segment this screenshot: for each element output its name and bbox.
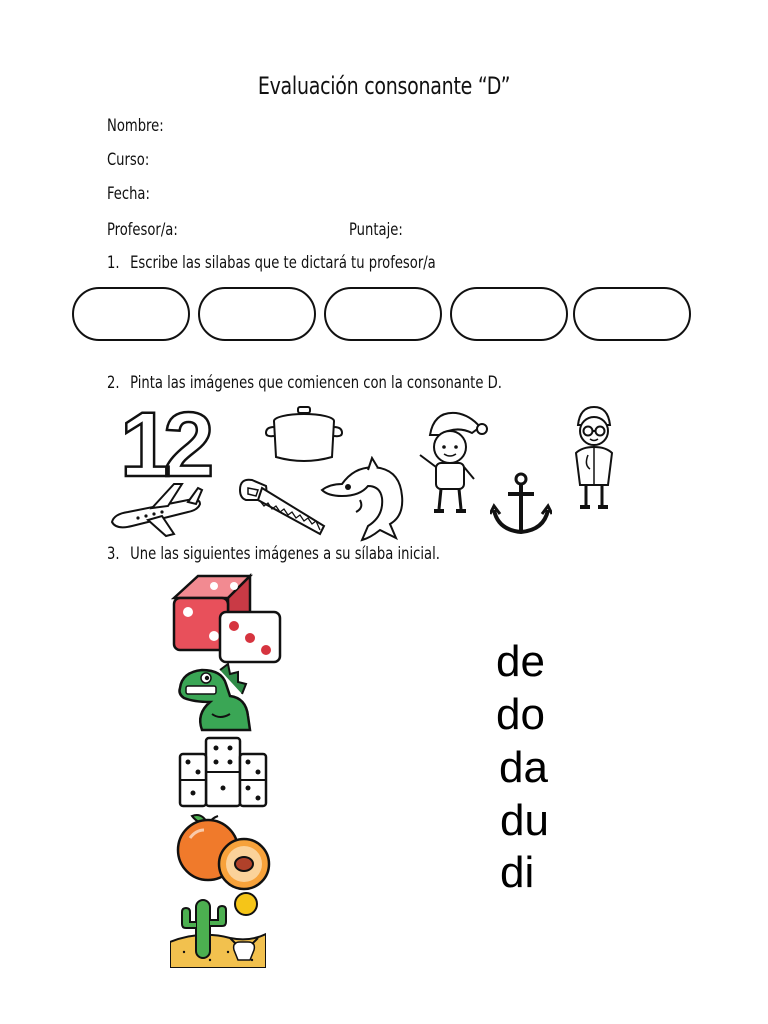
question-2 xyxy=(107,373,502,393)
syllable-do: do xyxy=(496,690,545,739)
question-2-text: Pinta las imágenes que comiencen con la consonante D. xyxy=(130,373,502,393)
question-1-number: 1. xyxy=(107,253,120,273)
elf-image xyxy=(410,405,490,517)
syllable-box-5[interactable] xyxy=(573,287,691,341)
question-3 xyxy=(107,544,440,564)
saw-image xyxy=(236,476,328,538)
dinosaur-image[interactable] xyxy=(176,662,258,732)
syllable-box-3[interactable] xyxy=(324,287,442,341)
question-1-text: Escribe las silabas que te dictará tu profesor/a xyxy=(130,253,436,273)
date-field: Fecha: xyxy=(107,184,150,204)
worksheet-title: Evaluación consonante “D” xyxy=(257,72,511,100)
desert-image[interactable] xyxy=(170,890,266,968)
anchor-image xyxy=(490,472,552,538)
question-1 xyxy=(107,253,436,273)
domino-image[interactable] xyxy=(178,736,268,808)
doctor-image xyxy=(566,405,622,511)
peach-image[interactable] xyxy=(174,810,274,892)
syllable-du: du xyxy=(500,796,549,845)
syllable-box-4[interactable] xyxy=(450,287,568,341)
question-3-number: 3. xyxy=(107,544,120,564)
question-2-number: 2. xyxy=(107,373,120,393)
question-3-text: Une las siguientes imágenes a su sílaba inicial. xyxy=(130,544,440,564)
teacher-field: Profesor/a: xyxy=(107,220,178,240)
score-field: Puntaje: xyxy=(349,220,403,240)
name-field: Nombre: xyxy=(107,116,164,136)
syllable-de: de xyxy=(496,637,545,686)
airplane-image xyxy=(108,480,204,538)
course-field: Curso: xyxy=(107,150,150,170)
dolphin-image xyxy=(320,456,410,542)
syllable-di: di xyxy=(500,848,535,897)
dice-image[interactable] xyxy=(168,572,284,664)
number-twelve-image xyxy=(120,402,230,482)
syllable-box-1[interactable] xyxy=(72,287,190,341)
syllable-da: da xyxy=(499,743,548,792)
number-twelve-text: 12 xyxy=(120,402,207,482)
syllable-box-2[interactable] xyxy=(198,287,316,341)
